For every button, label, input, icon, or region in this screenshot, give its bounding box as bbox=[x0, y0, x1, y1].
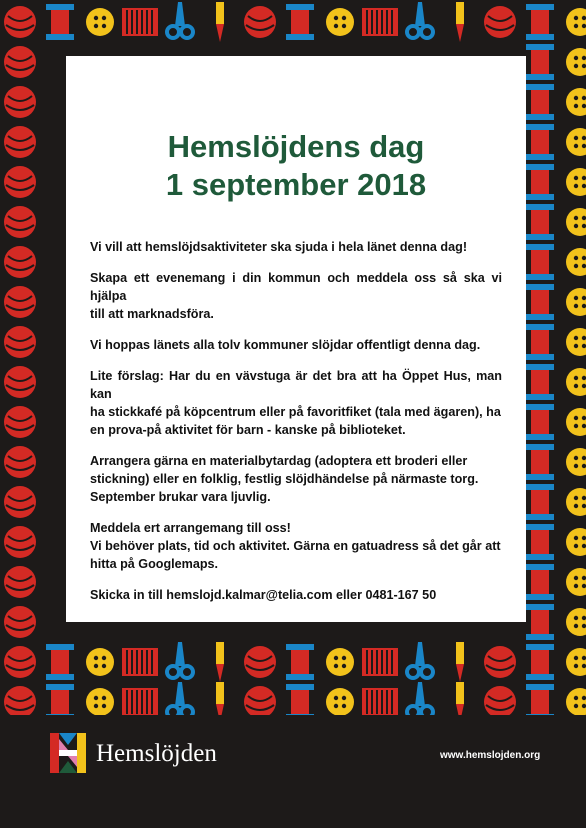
spool-thread bbox=[531, 210, 549, 234]
button-hole bbox=[582, 344, 586, 348]
knife-icon bbox=[216, 682, 224, 704]
button-icon bbox=[86, 8, 114, 36]
button-hole bbox=[582, 64, 586, 68]
button-hole bbox=[582, 664, 586, 668]
button-hole bbox=[94, 16, 98, 20]
comb-tooth bbox=[381, 650, 383, 674]
button-hole bbox=[574, 24, 578, 28]
button-hole bbox=[574, 384, 578, 388]
body-line: stickning) eller en folklig, festlig slöjdhändelse på närmaste torg. bbox=[90, 472, 479, 486]
spool-base bbox=[526, 354, 554, 360]
spool-base bbox=[526, 674, 554, 680]
button-hole bbox=[574, 264, 578, 268]
spool-thread bbox=[531, 170, 549, 194]
spool-icon bbox=[526, 564, 554, 570]
scissors-handle bbox=[181, 26, 193, 38]
button-hole bbox=[582, 504, 586, 508]
button-hole bbox=[574, 304, 578, 308]
button-hole bbox=[574, 496, 578, 500]
button-icon bbox=[566, 248, 586, 276]
spool-thread bbox=[531, 250, 549, 274]
button-hole bbox=[102, 24, 106, 28]
scissors-icon bbox=[167, 706, 179, 715]
button-hole bbox=[582, 424, 586, 428]
scissors-blade bbox=[175, 642, 185, 666]
button-hole bbox=[574, 704, 578, 708]
spool-icon bbox=[526, 644, 554, 650]
button-icon bbox=[566, 528, 586, 556]
body-line: Skapa ett evenemang i din kommun och meddela oss så ska vi hjälpa bbox=[90, 271, 502, 303]
comb-tooth bbox=[136, 690, 138, 714]
comb-tooth bbox=[131, 650, 133, 674]
button-icon bbox=[326, 8, 354, 36]
spool-base bbox=[526, 554, 554, 560]
spool-icon bbox=[526, 324, 554, 330]
comb-tooth bbox=[141, 690, 143, 714]
spool-base bbox=[526, 154, 554, 160]
knife-blade bbox=[456, 24, 464, 42]
spool-thread bbox=[531, 290, 549, 314]
spool-icon bbox=[526, 284, 554, 290]
spool-icon bbox=[286, 4, 314, 10]
comb-tooth bbox=[371, 650, 373, 674]
button-icon bbox=[566, 688, 586, 715]
button-hole bbox=[574, 336, 578, 340]
button-hole bbox=[574, 664, 578, 668]
body-paragraph bbox=[90, 586, 502, 604]
button-icon bbox=[566, 288, 586, 316]
scissors-icon bbox=[167, 26, 179, 38]
button-icon bbox=[326, 648, 354, 676]
button-hole bbox=[582, 224, 586, 228]
spool-thread bbox=[531, 10, 549, 34]
button-hole bbox=[574, 656, 578, 660]
comb-tooth bbox=[151, 650, 153, 674]
spool-thread bbox=[51, 10, 69, 34]
spool-thread bbox=[51, 690, 69, 714]
comb-tooth bbox=[151, 10, 153, 34]
button-hole bbox=[94, 656, 98, 660]
knife-icon bbox=[216, 642, 224, 664]
spool-thread bbox=[531, 650, 549, 674]
button-hole bbox=[582, 624, 586, 628]
spool-icon bbox=[286, 684, 314, 690]
button-hole bbox=[94, 696, 98, 700]
button-hole bbox=[342, 16, 346, 20]
button-hole bbox=[582, 144, 586, 148]
body-paragraph bbox=[90, 238, 502, 256]
button-hole bbox=[582, 336, 586, 340]
button-hole bbox=[582, 104, 586, 108]
button-icon bbox=[86, 648, 114, 676]
button-hole bbox=[574, 224, 578, 228]
scissors-blade bbox=[415, 642, 425, 666]
button-icon bbox=[566, 208, 586, 236]
button-hole bbox=[574, 536, 578, 540]
scissors-icon bbox=[407, 666, 419, 678]
knife-blade bbox=[456, 704, 464, 715]
spool-thread bbox=[531, 610, 549, 634]
spool-thread bbox=[51, 650, 69, 674]
button-hole bbox=[334, 664, 338, 668]
spool-thread bbox=[531, 50, 549, 74]
hemslojden-logo-icon bbox=[50, 733, 86, 773]
spool-thread bbox=[531, 410, 549, 434]
knife-blade bbox=[456, 664, 464, 682]
page-title bbox=[90, 128, 502, 204]
body-line: Vi behöver plats, tid och aktivitet. Gärna en gatuadress så det går att bbox=[90, 539, 501, 553]
comb-tooth bbox=[141, 650, 143, 674]
scissors-icon bbox=[167, 666, 179, 678]
spool-icon bbox=[526, 4, 554, 10]
scissors-blade bbox=[415, 682, 425, 706]
body-line: hitta på Googlemaps. bbox=[90, 557, 219, 571]
spool-base bbox=[526, 274, 554, 280]
button-icon bbox=[566, 568, 586, 596]
button-hole bbox=[582, 216, 586, 220]
body-paragraph bbox=[90, 367, 502, 439]
spool-icon bbox=[526, 164, 554, 170]
spool-base bbox=[526, 514, 554, 520]
comb-tooth bbox=[391, 650, 393, 674]
button-hole bbox=[342, 704, 346, 708]
button-icon bbox=[566, 448, 586, 476]
scissors-handle bbox=[181, 666, 193, 678]
button-hole bbox=[102, 696, 106, 700]
spool-thread bbox=[291, 650, 309, 674]
comb-tooth bbox=[391, 10, 393, 34]
button-hole bbox=[94, 24, 98, 28]
spool-base bbox=[526, 634, 554, 640]
button-hole bbox=[582, 376, 586, 380]
button-hole bbox=[582, 176, 586, 180]
spool-base bbox=[286, 34, 314, 40]
scissors-handle bbox=[421, 26, 433, 38]
button-hole bbox=[582, 464, 586, 468]
spool-base bbox=[526, 114, 554, 120]
button-hole bbox=[574, 216, 578, 220]
button-hole bbox=[582, 56, 586, 60]
button-icon bbox=[566, 128, 586, 156]
spool-base bbox=[526, 474, 554, 480]
body-line: Meddela ert arrangemang till oss! bbox=[90, 521, 291, 535]
knife-blade bbox=[216, 24, 224, 42]
button-hole bbox=[334, 704, 338, 708]
spool-base bbox=[526, 74, 554, 80]
spool-icon bbox=[526, 44, 554, 50]
button-hole bbox=[342, 664, 346, 668]
spool-icon bbox=[526, 604, 554, 610]
button-hole bbox=[334, 24, 338, 28]
spool-base bbox=[526, 394, 554, 400]
body-line: Arrangera gärna en materialbytardag (adoptera ett broderi eller bbox=[90, 454, 468, 468]
button-icon bbox=[566, 168, 586, 196]
comb-tooth bbox=[376, 690, 378, 714]
comb-tooth bbox=[386, 690, 388, 714]
knife-icon bbox=[456, 2, 464, 24]
comb-tooth bbox=[391, 690, 393, 714]
button-hole bbox=[582, 704, 586, 708]
button-hole bbox=[574, 96, 578, 100]
footer bbox=[0, 715, 586, 828]
button-hole bbox=[342, 24, 346, 28]
scissors-handle bbox=[181, 706, 193, 715]
spool-icon bbox=[46, 644, 74, 650]
title-line-1: Hemslöjdens dag bbox=[167, 129, 425, 164]
logo-text: Hemslöjden bbox=[96, 740, 217, 767]
button-hole bbox=[102, 656, 106, 660]
button-hole bbox=[102, 704, 106, 708]
button-hole bbox=[574, 504, 578, 508]
spool-thread bbox=[531, 690, 549, 714]
button-hole bbox=[582, 496, 586, 500]
comb-tooth bbox=[386, 650, 388, 674]
body-line: Skicka in till hemslojd.kalmar@telia.com eller 0481-167 50 bbox=[90, 588, 437, 602]
spool-thread bbox=[291, 10, 309, 34]
button-hole bbox=[582, 96, 586, 100]
spool-base bbox=[46, 34, 74, 40]
spool-icon bbox=[526, 204, 554, 210]
knife-blade bbox=[216, 704, 224, 715]
button-hole bbox=[574, 64, 578, 68]
button-hole bbox=[94, 704, 98, 708]
button-hole bbox=[574, 144, 578, 148]
spool-base bbox=[526, 434, 554, 440]
button-hole bbox=[582, 24, 586, 28]
button-hole bbox=[574, 456, 578, 460]
spool-icon bbox=[286, 644, 314, 650]
button-hole bbox=[574, 16, 578, 20]
spool-thread bbox=[531, 530, 549, 554]
knife-icon bbox=[456, 642, 464, 664]
website-url: www.hemslojden.org bbox=[440, 750, 541, 761]
body-paragraph bbox=[90, 336, 502, 354]
button-hole bbox=[94, 664, 98, 668]
button-hole bbox=[334, 696, 338, 700]
spool-thread bbox=[531, 450, 549, 474]
button-hole bbox=[582, 184, 586, 188]
button-icon bbox=[566, 88, 586, 116]
button-hole bbox=[582, 536, 586, 540]
comb-tooth bbox=[136, 10, 138, 34]
spool-icon bbox=[46, 4, 74, 10]
spool-thread bbox=[531, 90, 549, 114]
button-icon bbox=[566, 8, 586, 36]
button-hole bbox=[574, 464, 578, 468]
button-hole bbox=[102, 664, 106, 668]
body-line: till att marknadsföra. bbox=[90, 307, 214, 321]
scissors-blade bbox=[175, 682, 185, 706]
button-hole bbox=[342, 696, 346, 700]
button-icon bbox=[566, 368, 586, 396]
spool-base bbox=[526, 194, 554, 200]
button-icon bbox=[566, 48, 586, 76]
button-hole bbox=[582, 256, 586, 260]
spool-base bbox=[526, 314, 554, 320]
button-hole bbox=[582, 656, 586, 660]
button-hole bbox=[582, 584, 586, 588]
button-hole bbox=[574, 576, 578, 580]
spool-icon bbox=[46, 684, 74, 690]
knife-blade bbox=[216, 664, 224, 682]
body-paragraph bbox=[90, 269, 502, 323]
spool-thread bbox=[531, 490, 549, 514]
spool-icon bbox=[526, 684, 554, 690]
spool-thread bbox=[531, 130, 549, 154]
body-paragraph bbox=[90, 519, 502, 573]
spool-base bbox=[526, 34, 554, 40]
comb-tooth bbox=[141, 10, 143, 34]
button-hole bbox=[582, 296, 586, 300]
comb-tooth bbox=[381, 10, 383, 34]
button-hole bbox=[574, 416, 578, 420]
comb-tooth bbox=[151, 690, 153, 714]
button-hole bbox=[574, 624, 578, 628]
comb-tooth bbox=[386, 10, 388, 34]
body-paragraph bbox=[90, 452, 502, 506]
comb-tooth bbox=[136, 650, 138, 674]
scissors-icon bbox=[407, 706, 419, 715]
comb-tooth bbox=[131, 10, 133, 34]
scissors-handle bbox=[421, 666, 433, 678]
comb-tooth bbox=[146, 10, 148, 34]
spool-icon bbox=[526, 124, 554, 130]
knife-icon bbox=[216, 2, 224, 24]
button-icon bbox=[566, 488, 586, 516]
body-text bbox=[90, 238, 502, 604]
button-hole bbox=[574, 184, 578, 188]
button-hole bbox=[582, 416, 586, 420]
spool-icon bbox=[526, 524, 554, 530]
button-hole bbox=[582, 696, 586, 700]
button-hole bbox=[574, 344, 578, 348]
scissors-blade bbox=[175, 2, 185, 26]
comb-tooth bbox=[371, 10, 373, 34]
comb-tooth bbox=[126, 690, 128, 714]
button-hole bbox=[574, 584, 578, 588]
spool-base bbox=[286, 674, 314, 680]
body-line: September brukar vara ljuvlig. bbox=[90, 490, 271, 504]
button-icon bbox=[86, 688, 114, 715]
spool-icon bbox=[526, 364, 554, 370]
button-hole bbox=[342, 656, 346, 660]
button-hole bbox=[582, 616, 586, 620]
spool-thread bbox=[531, 570, 549, 594]
spool-thread bbox=[531, 370, 549, 394]
comb-tooth bbox=[366, 690, 368, 714]
button-hole bbox=[582, 456, 586, 460]
button-hole bbox=[574, 696, 578, 700]
body-line: Vi hoppas länets alla tolv kommuner slöjdar offentligt denna dag. bbox=[90, 338, 481, 352]
button-hole bbox=[582, 304, 586, 308]
comb-tooth bbox=[366, 10, 368, 34]
content-card bbox=[66, 56, 526, 622]
comb-tooth bbox=[126, 10, 128, 34]
spool-icon bbox=[526, 84, 554, 90]
button-hole bbox=[574, 176, 578, 180]
button-hole bbox=[582, 576, 586, 580]
title-line-2: 1 september 2018 bbox=[165, 167, 427, 202]
button-hole bbox=[574, 616, 578, 620]
button-hole bbox=[334, 16, 338, 20]
button-hole bbox=[582, 544, 586, 548]
spool-base bbox=[46, 674, 74, 680]
button-hole bbox=[574, 104, 578, 108]
comb-tooth bbox=[366, 650, 368, 674]
body-line: Vi vill att hemslöjdsaktiviteter ska sjuda i hela länet denna dag! bbox=[90, 240, 468, 254]
comb-tooth bbox=[381, 690, 383, 714]
button-icon bbox=[566, 608, 586, 636]
button-hole bbox=[574, 136, 578, 140]
button-icon bbox=[566, 648, 586, 676]
scissors-handle bbox=[421, 706, 433, 715]
spool-icon bbox=[526, 244, 554, 250]
comb-tooth bbox=[371, 690, 373, 714]
button-hole bbox=[582, 384, 586, 388]
spool-icon bbox=[526, 444, 554, 450]
button-icon bbox=[566, 408, 586, 436]
button-hole bbox=[574, 56, 578, 60]
button-hole bbox=[574, 376, 578, 380]
comb-tooth bbox=[376, 650, 378, 674]
button-hole bbox=[574, 296, 578, 300]
button-hole bbox=[582, 136, 586, 140]
button-hole bbox=[574, 544, 578, 548]
spool-thread bbox=[531, 330, 549, 354]
comb-tooth bbox=[131, 690, 133, 714]
comb-tooth bbox=[126, 650, 128, 674]
body-line: en prova-på aktivitet för barn - kanske på biblioteket. bbox=[90, 423, 406, 437]
scissors-blade bbox=[415, 2, 425, 26]
spool-base bbox=[526, 234, 554, 240]
body-line: ha stickkafé på köpcentrum eller på favoritfiket (tala med ägaren), ha bbox=[90, 405, 501, 419]
scissors-icon bbox=[407, 26, 419, 38]
button-hole bbox=[574, 256, 578, 260]
body-line: Lite förslag: Har du en vävstuga är det bra att ha Öppet Hus, man kan bbox=[90, 369, 502, 401]
button-icon bbox=[566, 328, 586, 356]
button-hole bbox=[582, 264, 586, 268]
button-hole bbox=[334, 656, 338, 660]
button-icon bbox=[326, 688, 354, 715]
button-hole bbox=[574, 424, 578, 428]
spool-icon bbox=[526, 484, 554, 490]
button-hole bbox=[102, 16, 106, 20]
button-hole bbox=[582, 16, 586, 20]
comb-tooth bbox=[376, 10, 378, 34]
spool-icon bbox=[526, 404, 554, 410]
knife-icon bbox=[456, 682, 464, 704]
comb-tooth bbox=[146, 690, 148, 714]
comb-tooth bbox=[146, 650, 148, 674]
spool-base bbox=[526, 594, 554, 600]
spool-thread bbox=[291, 690, 309, 714]
